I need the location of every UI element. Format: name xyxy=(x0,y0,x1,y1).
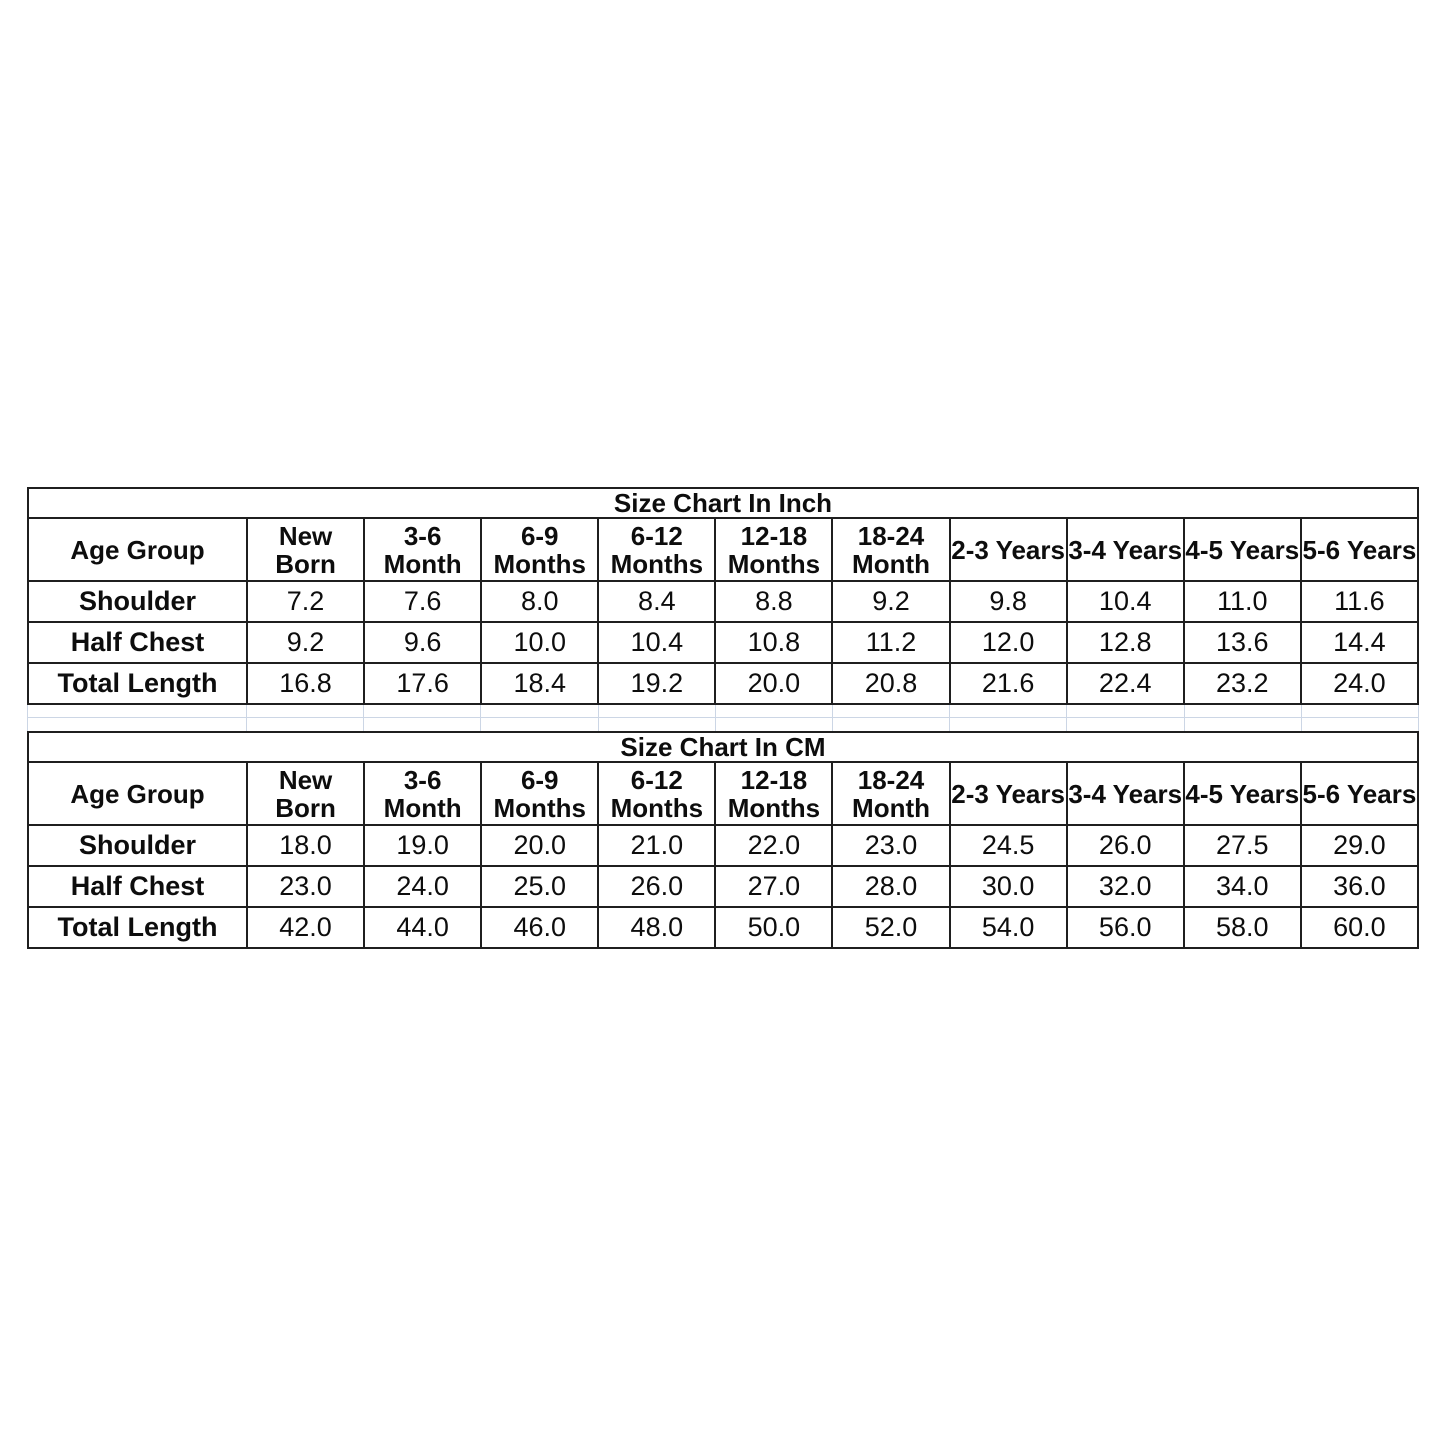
measurement-cell: 28.0 xyxy=(832,866,949,907)
faint-gridline-cell xyxy=(716,705,833,731)
measurement-cell: 21.0 xyxy=(598,825,715,866)
measurement-cell: 25.0 xyxy=(481,866,598,907)
measurement-cell: 14.4 xyxy=(1301,622,1418,663)
measurement-cell: 46.0 xyxy=(481,907,598,948)
faint-gridline-cell xyxy=(1302,705,1419,731)
faint-gridline-cell xyxy=(833,705,950,731)
faint-gridline-cell xyxy=(1185,705,1302,731)
measurement-cell: 23.0 xyxy=(832,825,949,866)
col-header-new-born: New Born xyxy=(247,518,364,581)
measurement-cell: 8.0 xyxy=(481,581,598,622)
measurement-cell: 22.4 xyxy=(1067,663,1184,704)
table-row-half-chest xyxy=(28,866,1418,907)
measurement-cell: 13.6 xyxy=(1184,622,1301,663)
row-label-half-chest: Half Chest xyxy=(28,622,247,663)
col-header-5-6-years: 5-6 Years xyxy=(1301,762,1418,825)
measurement-cell: 7.6 xyxy=(364,581,481,622)
measurement-cell: 34.0 xyxy=(1184,866,1301,907)
measurement-cell: 36.0 xyxy=(1301,866,1418,907)
measurement-cell: 17.6 xyxy=(364,663,481,704)
col-header-12-18-months: 12-18 Months xyxy=(715,762,832,825)
col-header-6-9-months: 6-9 Months xyxy=(481,762,598,825)
col-header-4-5-years: 4-5 Years xyxy=(1184,762,1301,825)
size-chart-cm-table xyxy=(27,731,1419,949)
measurement-cell: 22.0 xyxy=(715,825,832,866)
measurement-cell: 10.4 xyxy=(1067,581,1184,622)
measurement-cell: 11.0 xyxy=(1184,581,1301,622)
faint-gridline-cell xyxy=(28,705,247,731)
measurement-cell: 24.0 xyxy=(1301,663,1418,704)
col-header-2-3-years: 2-3 Years xyxy=(950,518,1067,581)
measurement-cell: 30.0 xyxy=(950,866,1067,907)
measurement-cell: 10.0 xyxy=(481,622,598,663)
col-header-18-24-month: 18-24 Month xyxy=(832,518,949,581)
col-header-2-3-years: 2-3 Years xyxy=(950,762,1067,825)
column-header-row xyxy=(28,762,1418,825)
measurement-cell: 10.8 xyxy=(715,622,832,663)
measurement-cell: 56.0 xyxy=(1067,907,1184,948)
measurement-cell: 21.6 xyxy=(950,663,1067,704)
measurement-cell: 11.2 xyxy=(832,622,949,663)
faint-gridline-cell xyxy=(1067,705,1184,731)
row-label-total-length: Total Length xyxy=(28,907,247,948)
col-header-3-6-month: 3-6 Month xyxy=(364,518,481,581)
measurement-cell: 44.0 xyxy=(364,907,481,948)
table-title: Size Chart In CM xyxy=(28,732,1418,762)
measurement-cell: 23.0 xyxy=(247,866,364,907)
col-header-6-12-months: 6-12 Months xyxy=(598,518,715,581)
measurement-cell: 23.2 xyxy=(1184,663,1301,704)
measurement-cell: 27.5 xyxy=(1184,825,1301,866)
size-chart-inch-table xyxy=(27,487,1419,705)
measurement-cell: 27.0 xyxy=(715,866,832,907)
table-row-shoulder xyxy=(28,825,1418,866)
measurement-cell: 12.0 xyxy=(950,622,1067,663)
col-header-12-18-months: 12-18 Months xyxy=(715,518,832,581)
measurement-cell: 18.4 xyxy=(481,663,598,704)
table-row-half-chest xyxy=(28,622,1418,663)
col-header-3-4-years: 3-4 Years xyxy=(1067,518,1184,581)
measurement-cell: 12.8 xyxy=(1067,622,1184,663)
measurement-cell: 24.5 xyxy=(950,825,1067,866)
measurement-cell: 9.8 xyxy=(950,581,1067,622)
measurement-cell: 24.0 xyxy=(364,866,481,907)
measurement-cell: 50.0 xyxy=(715,907,832,948)
measurement-cell: 8.8 xyxy=(715,581,832,622)
measurement-cell: 60.0 xyxy=(1301,907,1418,948)
measurement-cell: 32.0 xyxy=(1067,866,1184,907)
col-header-age-group: Age Group xyxy=(28,762,247,825)
row-label-shoulder: Shoulder xyxy=(28,581,247,622)
measurement-cell: 16.8 xyxy=(247,663,364,704)
col-header-4-5-years: 4-5 Years xyxy=(1184,518,1301,581)
table-row-shoulder xyxy=(28,581,1418,622)
measurement-cell: 20.8 xyxy=(832,663,949,704)
col-header-5-6-years: 5-6 Years xyxy=(1301,518,1418,581)
column-header-row xyxy=(28,518,1418,581)
measurement-cell: 58.0 xyxy=(1184,907,1301,948)
spreadsheet-gridline-gap xyxy=(27,705,1419,731)
measurement-cell: 19.2 xyxy=(598,663,715,704)
table-row-total-length xyxy=(28,907,1418,948)
measurement-cell: 26.0 xyxy=(598,866,715,907)
col-header-18-24-month: 18-24 Month xyxy=(832,762,949,825)
table-title-row xyxy=(28,732,1418,762)
col-header-3-6-month: 3-6 Month xyxy=(364,762,481,825)
measurement-cell: 7.2 xyxy=(247,581,364,622)
faint-gridline-cell xyxy=(950,705,1067,731)
col-header-6-9-months: 6-9 Months xyxy=(481,518,598,581)
measurement-cell: 20.0 xyxy=(481,825,598,866)
measurement-cell: 9.6 xyxy=(364,622,481,663)
table-row-total-length xyxy=(28,663,1418,704)
faint-gridline-cell xyxy=(481,705,598,731)
measurement-cell: 10.4 xyxy=(598,622,715,663)
col-header-new-born: New Born xyxy=(247,762,364,825)
table-title: Size Chart In Inch xyxy=(28,488,1418,518)
row-label-half-chest: Half Chest xyxy=(28,866,247,907)
measurement-cell: 29.0 xyxy=(1301,825,1418,866)
row-label-shoulder: Shoulder xyxy=(28,825,247,866)
measurement-cell: 9.2 xyxy=(247,622,364,663)
measurement-cell: 8.4 xyxy=(598,581,715,622)
measurement-cell: 48.0 xyxy=(598,907,715,948)
col-header-6-12-months: 6-12 Months xyxy=(598,762,715,825)
measurement-cell: 9.2 xyxy=(832,581,949,622)
measurement-cell: 18.0 xyxy=(247,825,364,866)
faint-gridline-cell xyxy=(599,705,716,731)
measurement-cell: 19.0 xyxy=(364,825,481,866)
table-title-row xyxy=(28,488,1418,518)
row-label-total-length: Total Length xyxy=(28,663,247,704)
measurement-cell: 52.0 xyxy=(832,907,949,948)
faint-gridline-cell xyxy=(247,705,364,731)
faint-gridline-cell xyxy=(364,705,481,731)
faint-horizontal-gridline xyxy=(28,717,1419,718)
measurement-cell: 11.6 xyxy=(1301,581,1418,622)
size-charts-area xyxy=(27,487,1419,949)
measurement-cell: 54.0 xyxy=(950,907,1067,948)
measurement-cell: 26.0 xyxy=(1067,825,1184,866)
col-header-age-group: Age Group xyxy=(28,518,247,581)
col-header-3-4-years: 3-4 Years xyxy=(1067,762,1184,825)
measurement-cell: 20.0 xyxy=(715,663,832,704)
measurement-cell: 42.0 xyxy=(247,907,364,948)
